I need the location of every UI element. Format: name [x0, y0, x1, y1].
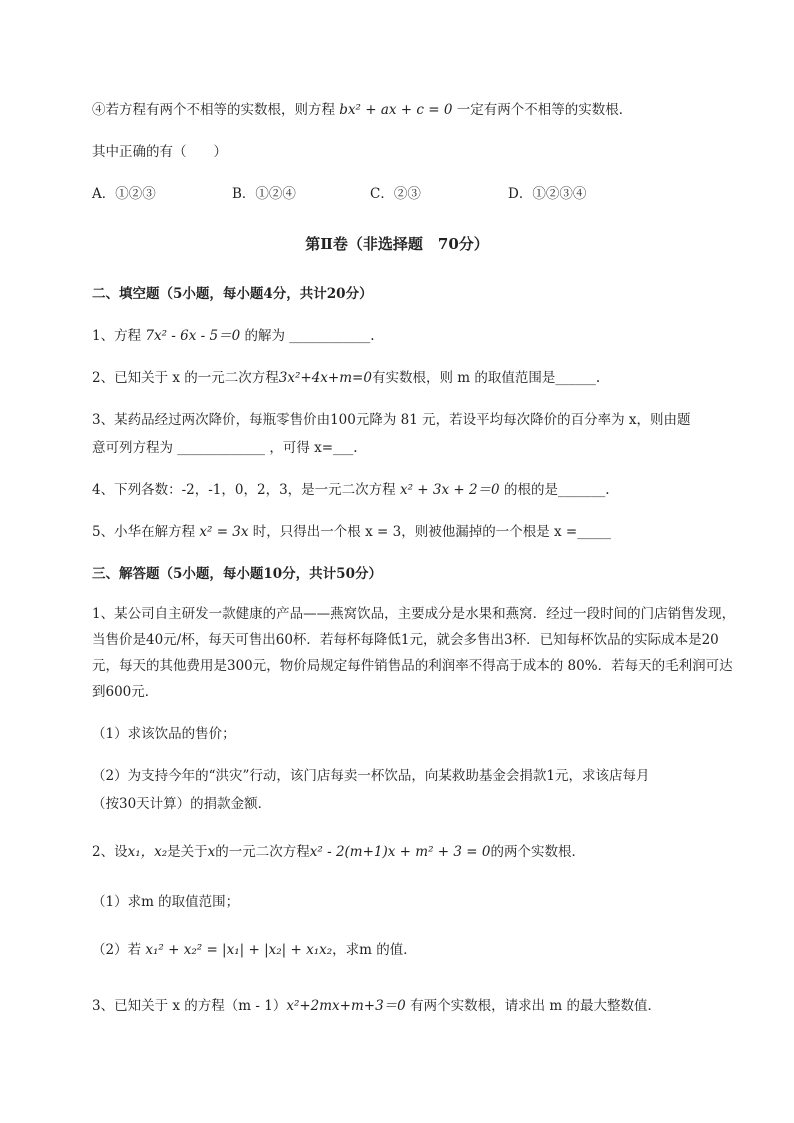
statement-text: 一定有两个不相等的实数根．: [452, 102, 633, 118]
solve-question-3: 3、已知关于 x 的方程（m - 1）x²+2mx+m+3＝0 有两个实数根，请求出 m 的最大整数值．: [92, 998, 661, 1014]
equation: x² - 2(m+1)x + m² + 3 = 0: [309, 844, 491, 860]
statement-text: 若方程有两个不相等的实数根，则方程: [105, 102, 340, 118]
section-header-fill-blank: 二、填空题（5小题，每小题4分，共计20分）: [92, 286, 373, 302]
equation: x²+2mx+m+3＝0: [286, 998, 406, 1014]
solve-question-1-part-2-line1: （2）为支持今年的“洪灾”行动，该门店每卖一杯饮品，向某救助基金会捐款1元，求该店每月: [92, 768, 650, 784]
question-prompt: 其中正确的有（ ）: [92, 144, 227, 160]
solve-question-2: 2、设x₁，x₂是关于x的一元二次方程x² - 2(m+1)x + m² + 3 = 0的两个实数根．: [92, 844, 585, 860]
solve-question-1-part-2-line2: （按30天计算）的捐款金额．: [92, 796, 272, 812]
solve-question-1: 1、某公司自主研发一款健康的产品——燕窝饮品，主要成分是水果和燕窝．经过一段时间的门店销售发现，当售价是40元/杯，每天可售出60杯．若每杯每降低1元，就会多售出3杯．已知每杯饮品的实际成本是20元，每天的其他费用是300元，物价局规定每件销售品的利润率不得高于成本的 80%．若每天的毛利润可达到600元．: [92, 606, 736, 700]
equation: x² = 3x: [199, 524, 249, 540]
statement-marker: ④: [92, 102, 106, 118]
fill-item-3-line2: 意可列方程为 _____________ ，可得 x=___.: [92, 440, 358, 456]
option-c[interactable]: C．②③: [370, 186, 421, 202]
equation: 7x² - 6x - 5＝0: [145, 328, 241, 344]
fill-item-5: 5、小华在解方程 x² = 3x 时，只得出一个根 x = 3，则被他漏掉的一个根是 x =_____: [92, 524, 611, 540]
part-title: 第Ⅱ卷（非选择题 70分）: [305, 235, 489, 253]
option-d[interactable]: D．①②③④: [508, 186, 587, 202]
solve-question-1-part-1: （1）求该饮品的售价；: [92, 726, 236, 742]
equation: x₁² + x₂² = |x₁| + |x₂| + x₁x₂: [145, 942, 333, 958]
fill-item-3-line1: 3、某药品经过两次降价，每瓶零售价由100元降为 81 元，若设平均每次降价的百分率为 x，则由题: [92, 412, 691, 428]
equation: bx² + ax + c = 0: [339, 102, 453, 118]
solve-question-2-part-2: （2）若 x₁² + x₂² = |x₁| + |x₂| + x₁x₂，求m 的值．: [92, 942, 417, 958]
solve-question-2-part-1: （1）求m 的取值范围；: [92, 894, 240, 910]
fill-item-1: 1、方程 7x² - 6x - 5＝0 的解为 ____________.: [92, 328, 375, 344]
fill-item-2: 2、已知关于 x 的一元二次方程3x²+4x+m=0有实数根，则 m 的取值范围是______.: [92, 370, 601, 386]
equation: x₁，x₂: [127, 844, 168, 860]
equation: x² + 3x + 2＝0: [399, 482, 500, 498]
option-b[interactable]: B．①②④: [232, 186, 296, 202]
section-header-solve: 三、解答题（5小题，每小题10分，共计50分）: [92, 566, 382, 582]
fill-item-4: 4、下列各数：-2，-1，0，2，3，是一元二次方程 x² + 3x + 2＝0 的根的是_______.: [92, 482, 610, 498]
equation: 3x²+4x+m=0: [278, 370, 372, 386]
statement-4: [92, 100, 738, 120]
option-a[interactable]: A．①②③: [92, 186, 156, 202]
